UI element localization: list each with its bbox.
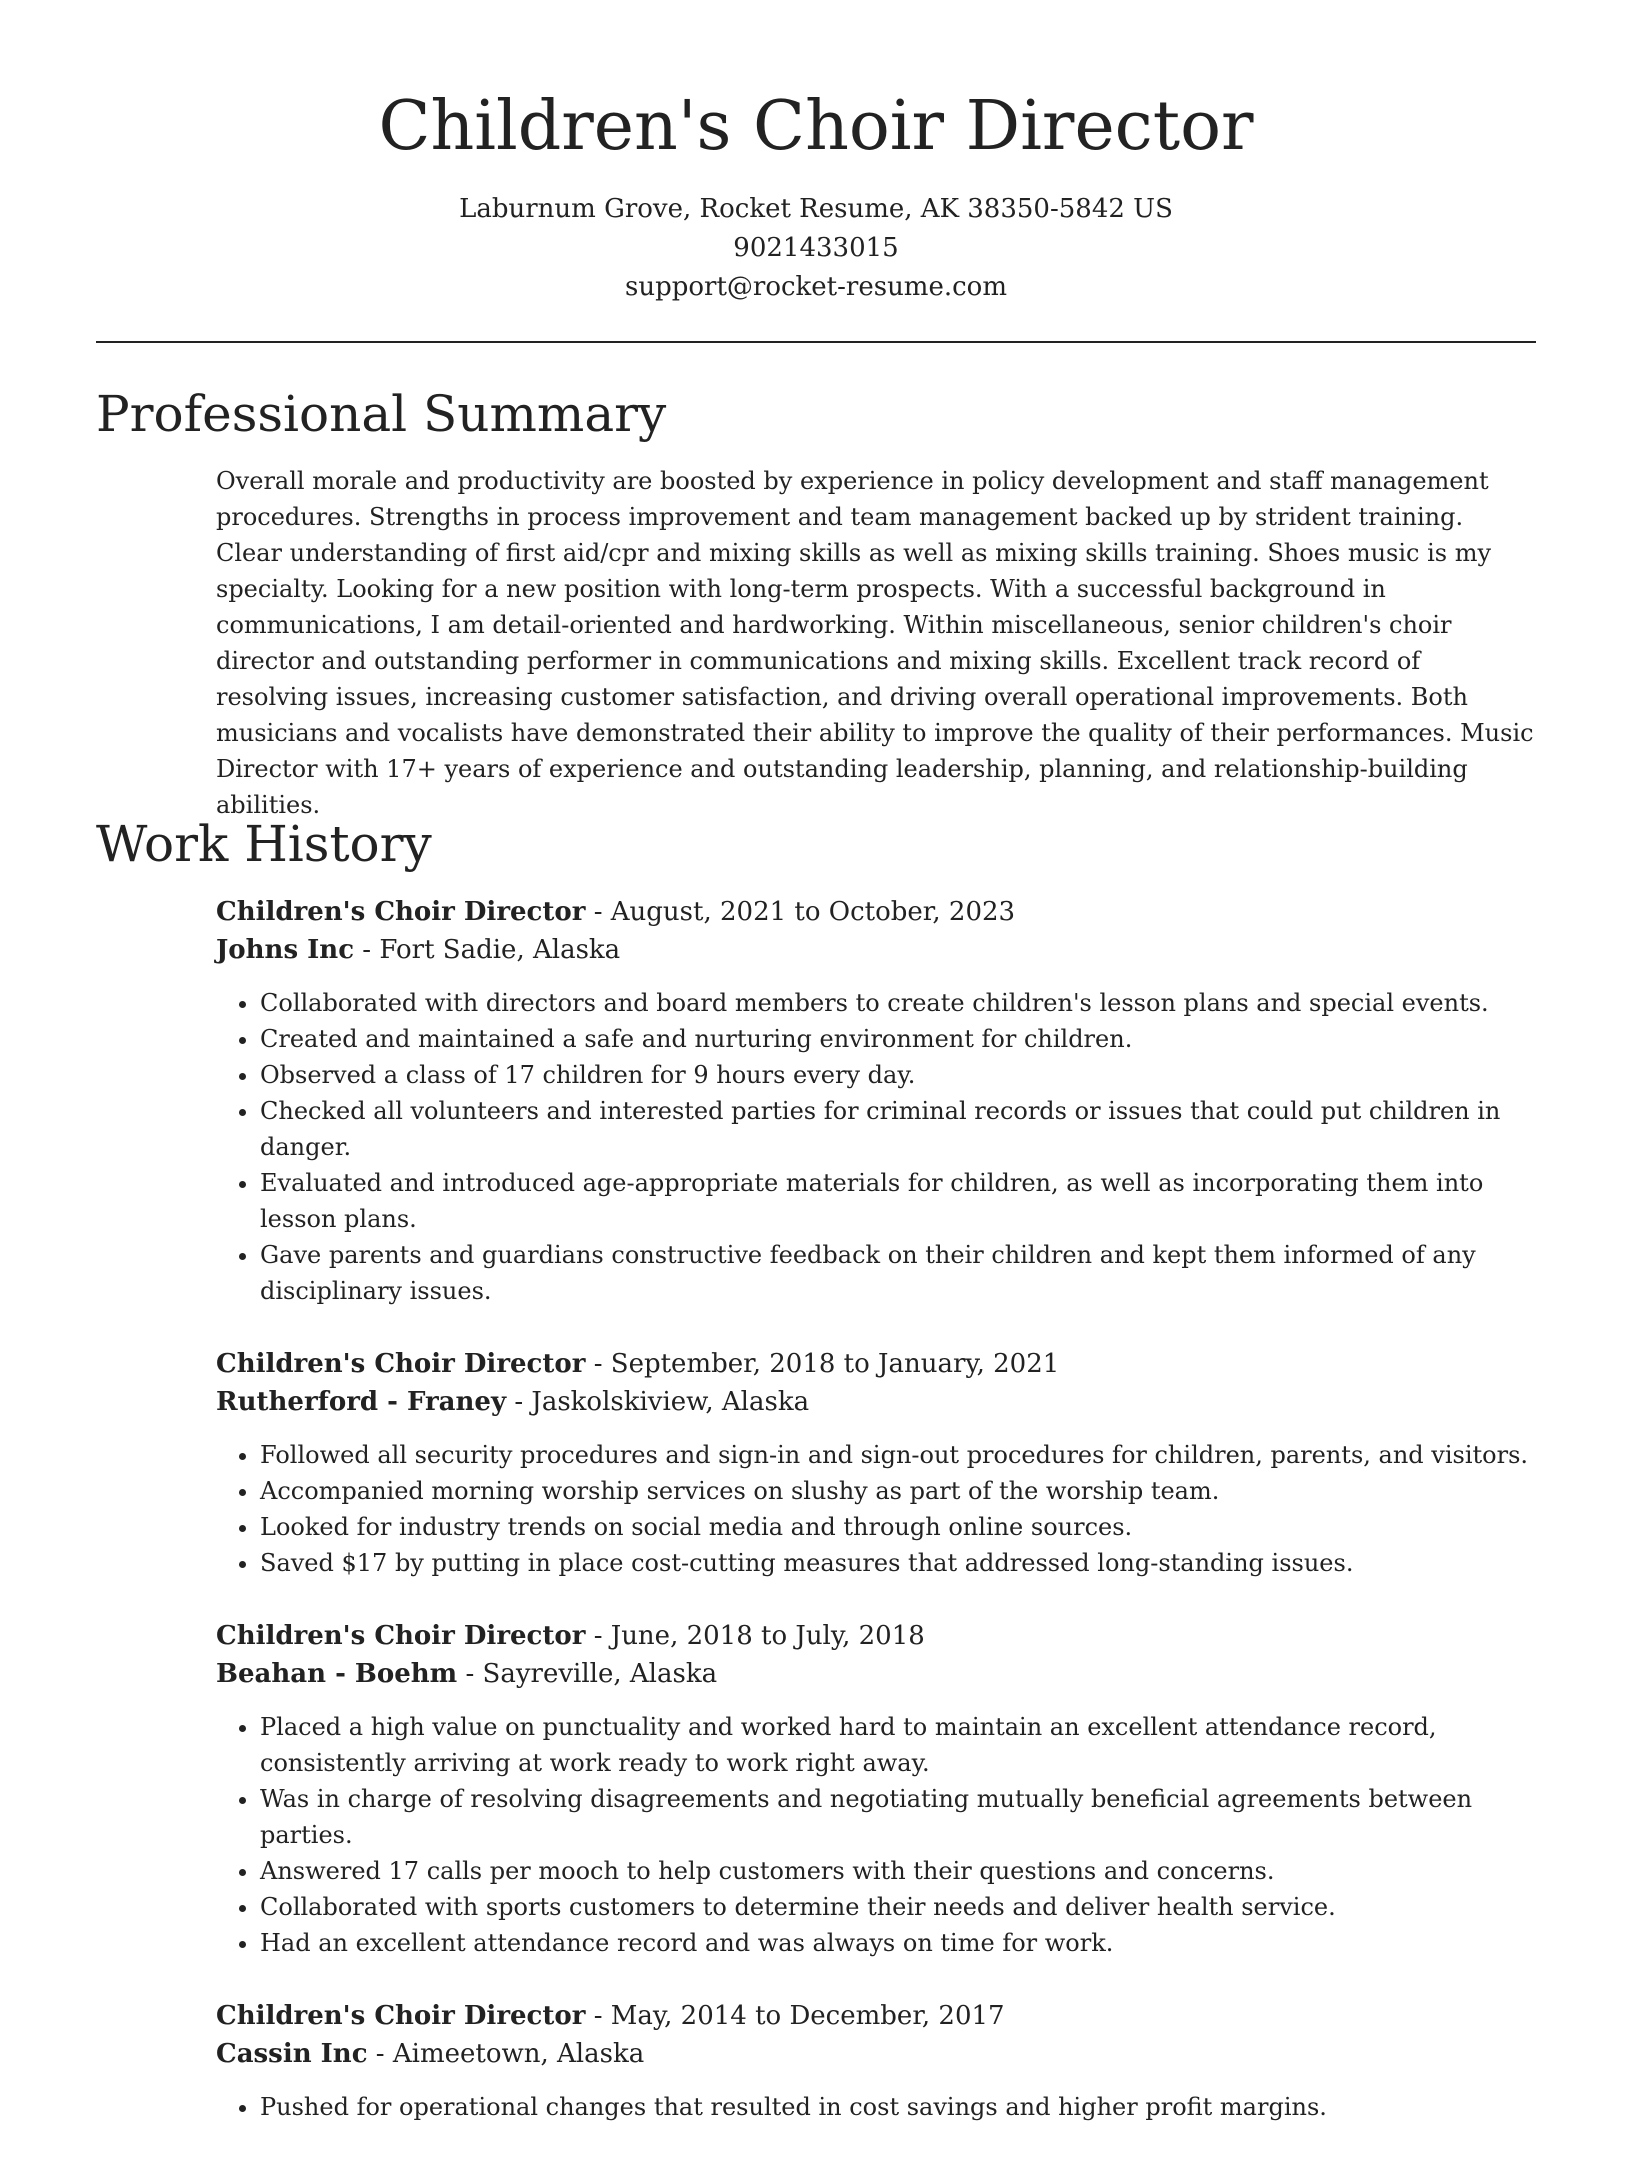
job-bullet: • Evaluated and introduced age-appropriate materials for children, as well as incorporating them into lesson plans. [260, 1165, 1536, 1237]
summary-heading: Professional Summary [96, 385, 667, 443]
job-bullet: • Was in charge of resolving disagreements and negotiating mutually beneficial agreements between parties. [260, 1781, 1536, 1853]
job-company-line: Beahan - Boehm - Sayreville, Alaska [216, 1659, 718, 1689]
job-company-line: Cassin Inc - Aimeetown, Alaska [216, 2039, 645, 2069]
job-location: Aimeetown, Alaska [392, 2039, 645, 2069]
job-dates: August, 2021 to October, 2023 [610, 897, 1016, 927]
work-history-heading: Work History [96, 815, 432, 873]
job-location: Fort Sadie, Alaska [379, 935, 621, 965]
job-title-line: Children's Choir Director - September, 2018 to January, 2021 [216, 1349, 1060, 1379]
job-entry [216, 1345, 1536, 1581]
job-bullets [216, 1437, 1536, 1581]
job-company-line: Rutherford - Franey - Jaskolskiview, Alaska [216, 1387, 810, 1417]
job-entry [216, 1997, 1536, 2125]
job-bullet: • Accompanied morning worship services on slushy as part of the worship team. [260, 1473, 1536, 1509]
contact-address: Laburnum Grove, Rocket Resume, AK 38350-5842 US [459, 194, 1173, 224]
job-title: Children's Choir Director [216, 1349, 586, 1379]
job-company: Johns Inc [216, 935, 355, 965]
job-bullet: • Looked for industry trends on social media and through online sources. [260, 1509, 1536, 1545]
job-company-line: Johns Inc - Fort Sadie, Alaska [216, 935, 621, 965]
job-bullets [216, 985, 1536, 1309]
job-bullets [216, 1709, 1536, 1961]
job-dates: June, 2018 to July, 2018 [610, 1621, 925, 1651]
contact-block [0, 190, 1632, 307]
job-title: Children's Choir Director [216, 897, 586, 927]
header-divider [96, 341, 1536, 343]
job-bullet: • Placed a high value on punctuality and worked hard to maintain an excellent attendance record, consistently arriving at work ready to work right away. [260, 1709, 1536, 1781]
job-title: Children's Choir Director [216, 1621, 586, 1651]
job-bullet: • Checked all volunteers and interested parties for criminal records or issues that could put children in danger. [260, 1093, 1536, 1165]
job-company: Cassin Inc [216, 2039, 368, 2069]
job-bullet: • Had an excellent attendance record and was always on time for work. [260, 1925, 1536, 1961]
job-bullet: • Followed all security procedures and sign-in and sign-out procedures for children, parents, and visitors. [260, 1437, 1536, 1473]
contact-email: support@rocket-resume.com [624, 272, 1007, 302]
candidate-name: Children's Choir Director [378, 87, 1254, 166]
job-entry [216, 1617, 1536, 1961]
summary-text: Overall morale and productivity are boosted by experience in policy development and staff management procedures. Strengths in process improvement and team management backed up by strident training. Clear understanding of first aid/cpr and mixing skills as well as mixing skills training. Shoes music is my specialty. Looking for a new position with long-term prospects. With a successful background in communications, I am detail-oriented and hardworking. Within miscellaneous, senior children's choir director and outstanding performer in communications and mixing skills. Excellent track record of resolving issues, increasing customer satisfaction, and driving overall operational improvements. Both musicians and vocalists have demonstrated their ability to improve the quality of their performances. Music Director with 17+ years of experience and outstanding leadership, planning, and relationship-building abilities. [216, 467, 1534, 819]
job-title: Children's Choir Director [216, 2001, 586, 2031]
resume-header [0, 0, 1632, 307]
job-location: Jaskolskiview, Alaska [531, 1387, 810, 1417]
job-company: Beahan - Boehm [216, 1659, 458, 1689]
contact-phone: 9021433015 [733, 233, 899, 263]
job-company: Rutherford - Franey [216, 1387, 507, 1417]
job-bullet: • Observed a class of 17 children for 9 hours every day. [260, 1057, 1536, 1093]
job-entry [216, 893, 1536, 1309]
job-location: Sayreville, Alaska [482, 1659, 718, 1689]
job-bullet: • Created and maintained a safe and nurturing environment for children. [260, 1021, 1536, 1057]
job-dates: September, 2018 to January, 2021 [610, 1349, 1060, 1379]
work-history-list [216, 893, 1536, 2161]
job-title-line: Children's Choir Director - August, 2021 to October, 2023 [216, 897, 1016, 927]
job-bullets [216, 2089, 1536, 2125]
job-bullet: • Collaborated with sports customers to determine their needs and deliver health service. [260, 1889, 1536, 1925]
job-bullet: • Saved $17 by putting in place cost-cutting measures that addressed long-standing issues. [260, 1545, 1536, 1581]
job-bullet: • Collaborated with directors and board members to create children's lesson plans and special events. [260, 985, 1536, 1021]
job-bullet: • Answered 17 calls per mooch to help customers with their questions and concerns. [260, 1853, 1536, 1889]
job-title-line: Children's Choir Director - June, 2018 to July, 2018 [216, 1621, 925, 1651]
job-bullet: • Pushed for operational changes that resulted in cost savings and higher profit margins. [260, 2089, 1536, 2125]
job-dates: May, 2014 to December, 2017 [610, 2001, 1005, 2031]
job-title-line: Children's Choir Director - May, 2014 to December, 2017 [216, 2001, 1005, 2031]
job-bullet: • Gave parents and guardians constructive feedback on their children and kept them informed of any disciplinary issues. [260, 1237, 1536, 1309]
